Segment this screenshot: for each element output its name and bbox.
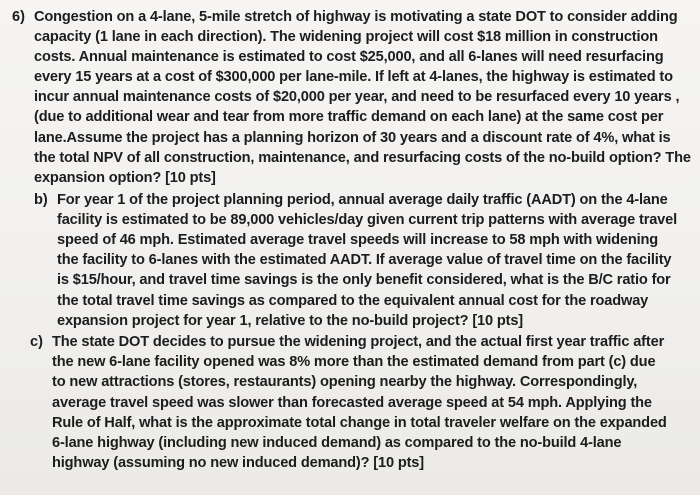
intro-line: expansion option? [10 pts] — [34, 170, 216, 186]
part-c-line: Rule of Half, what is the approximate total change in total traveler welfare on the expanded — [52, 415, 667, 431]
part-c-marker: c) — [30, 334, 43, 350]
intro-line: every 15 years at a cost of $300,000 per lane-mile. If left at 4-lanes, the highway is estimated to — [34, 69, 673, 85]
part-b-line: is $15/hour, and travel time savings is the only benefit considered, what is the B/C ratio for — [57, 272, 671, 288]
part-c-line: average travel speed was slower than forecasted average speed at 54 mph. Applying the — [52, 395, 652, 411]
part-b-line: expansion project for year 1, relative to the no-build project? [10 pts] — [57, 313, 524, 329]
part-c-line: the new 6-lane facility opened was 8% more than the estimated demand from part (c) due — [52, 354, 656, 370]
intro-line: lane.Assume the project has a planning horizon of 30 years and a discount rate of 4%, what is — [34, 130, 671, 146]
part-c-line: highway (assuming no new induced demand)? [10 pts] — [52, 455, 424, 471]
part-b-line: the facility to 6-lanes with the estimated AADT. If average value of travel time on the facility — [57, 252, 672, 268]
question-number: 6) — [12, 9, 25, 25]
part-b-marker: b) — [34, 192, 48, 208]
intro-line: Congestion on a 4-lane, 5-mile stretch of highway is motivating a state DOT to consider adding — [34, 9, 678, 25]
intro-line: the total NPV of all construction, maintenance, and resurfacing costs of the no-build option? The — [34, 150, 691, 166]
part-b-line: speed of 46 mph. Estimated average travel speeds will increase to 58 mph with widening — [57, 232, 659, 248]
intro-line: costs. Annual maintenance is estimated to cost $25,000, and all 6-lanes will need resurfacing — [34, 49, 664, 65]
intro-line: (due to additional wear and tear from more traffic demand on each lane) at the same cost per — [34, 109, 664, 125]
part-c-line: The state DOT decides to pursue the widening project, and the actual first year traffic after — [52, 334, 665, 350]
part-b-line: facility is estimated to be 89,000 vehicles/day given current trip patterns with average travel — [57, 212, 678, 228]
part-c-line: 6-lane highway (including new induced demand) as compared to the no-build 4-lane — [52, 435, 622, 451]
part-b-line: the total travel time savings as compared to the equivalent annual cost for the roadway — [57, 293, 649, 309]
part-b-line: For year 1 of the project planning period, annual average daily traffic (AADT) on the 4-lane — [57, 192, 668, 208]
part-c-line: to new attractions (stores, restaurants) opening nearby the highway. Correspondingly, — [52, 374, 638, 390]
intro-line: incur annual maintenance costs of $20,000 per year, and need to be resurfaced every 10 years , — [34, 89, 680, 105]
intro-line: capacity (1 lane in each direction). The widening project will cost $18 million in construction — [34, 29, 658, 45]
